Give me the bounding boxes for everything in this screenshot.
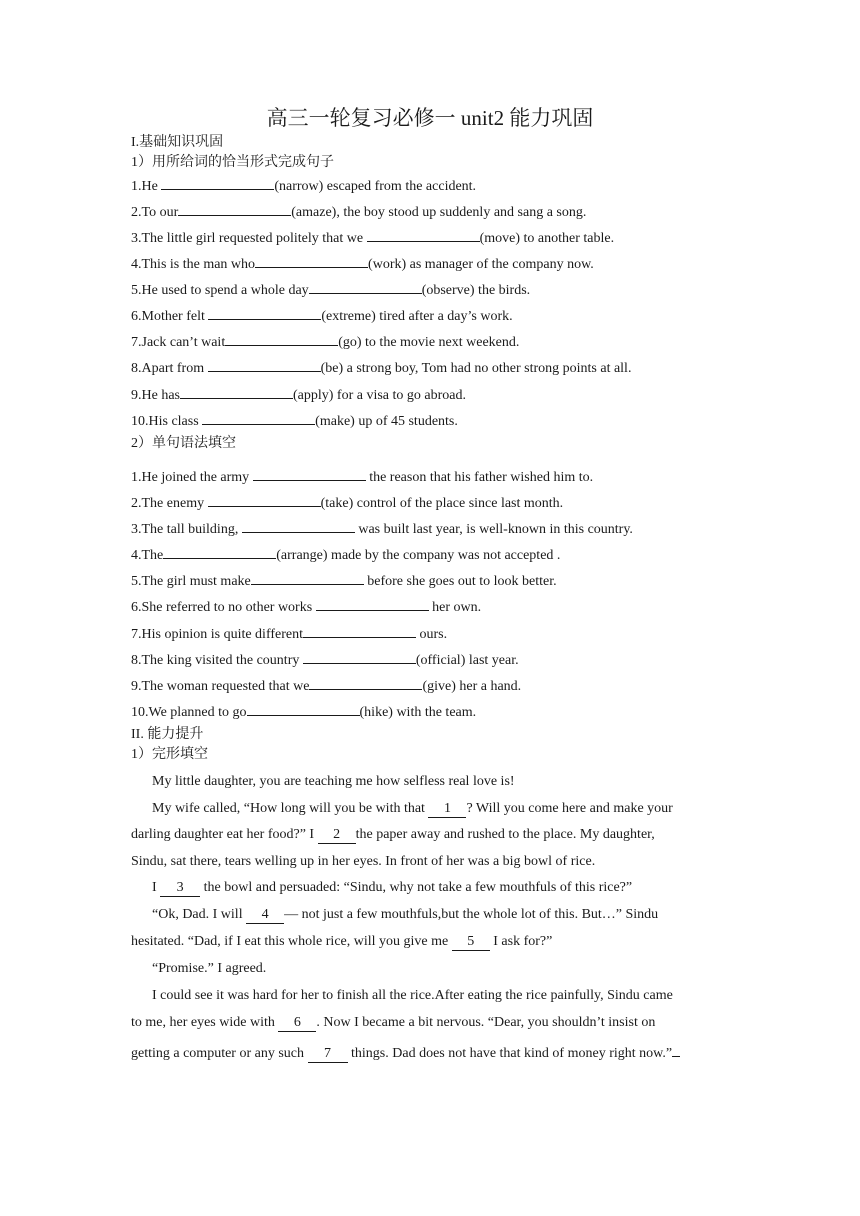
answer-blank[interactable] [180, 383, 293, 399]
exercise-item: 3.The little girl requested politely that we (move) to another table. [131, 226, 614, 248]
section2-heading: II. 能力提升 [131, 727, 204, 742]
answer-blank[interactable] [309, 278, 422, 294]
answer-blank[interactable] [161, 174, 274, 190]
answer-blank[interactable] [309, 674, 422, 690]
exercise-item: 8.The king visited the country (official) last year. [131, 648, 519, 670]
exercise-item: 10.His class (make) up of 45 students. [131, 409, 458, 431]
part2-heading: 2）单句语法填空 [131, 436, 236, 451]
answer-blank[interactable] [242, 517, 355, 533]
answer-blank[interactable] [303, 622, 416, 638]
cloze-blank[interactable]: 6 [278, 1016, 316, 1032]
answer-blank[interactable] [202, 409, 315, 425]
exercise-item: 9.The woman requested that we (give) her a hand. [131, 674, 521, 696]
answer-blank[interactable] [163, 543, 276, 559]
exercise-item: 3.The tall building, was built last year, is well-known in this country. [131, 517, 633, 539]
exercise-item: 8.Apart from (be) a strong boy, Tom had no other strong points at all. [131, 356, 631, 378]
exercise-item: 6.She referred to no other works her own. [131, 595, 481, 617]
passage-line: I 3 the bowl and persuaded: “Sindu, why not take a few mouthfuls of this rice?” [152, 880, 633, 895]
answer-blank[interactable] [208, 304, 321, 320]
passage-line: darling daughter eat her food?” I 2 the paper away and rushed to the place. My daughter, [131, 827, 655, 842]
cloze-blank[interactable]: 4 [246, 908, 284, 924]
exercise-item: 2.To our (amaze), the boy stood up suddenly and sang a song. [131, 200, 586, 222]
exercise-item: 5.He used to spend a whole day (observe) the birds. [131, 278, 530, 300]
exercise-item: 5.The girl must make before she goes out to look better. [131, 569, 557, 591]
passage-line: “Ok, Dad. I will 4 — not just a few mouthfuls,but the whole lot of this. But…” Sindu [152, 907, 659, 922]
exercise-item: 9.He has (apply) for a visa to go abroad. [131, 383, 466, 405]
answer-blank[interactable] [255, 252, 368, 268]
passage-line: My wife called, “How long will you be with that 1 ? Will you come here and make your [152, 801, 673, 816]
cloze-blank[interactable]: 2 [318, 828, 356, 844]
passage-line: I could see it was hard for her to finish all the rice.After eating the rice painfully, Sindu came [152, 988, 673, 1003]
answer-blank[interactable] [253, 465, 366, 481]
exercise-item: 4.This is the man who (work) as manager of the company now. [131, 252, 594, 274]
exercise-item: 1.He joined the army the reason that his father wished him to. [131, 465, 593, 487]
passage-line: getting a computer or any such 7 things. Dad does not have that kind of money right now.” [131, 1041, 680, 1063]
answer-blank[interactable] [225, 330, 338, 346]
exercise-item: 6.Mother felt (extreme) tired after a day’s work. [131, 304, 513, 326]
section1-heading: I.基础知识巩固 [131, 135, 224, 150]
exercise-item: 2.The enemy (take) control of the place since last month. [131, 491, 563, 513]
answer-blank[interactable] [251, 569, 364, 585]
passage-line: “Promise.” I agreed. [152, 961, 267, 976]
exercise-item: 1.He (narrow) escaped from the accident. [131, 174, 476, 196]
passage-line: Sindu, sat there, tears welling up in her eyes. In front of her was a big bowl of rice. [131, 854, 596, 869]
passage-line: My little daughter, you are teaching me how selfless real love is! [152, 774, 515, 789]
exercise-item: 7.His opinion is quite different ours. [131, 622, 447, 644]
answer-blank[interactable] [208, 356, 321, 372]
exercise-item: 10.We planned to go (hike) with the team. [131, 700, 476, 722]
exercise-item: 4.The (arrange) made by the company was not accepted . [131, 543, 560, 565]
page-title: 高三一轮复习必修一 unit2 能力巩固 [266, 106, 594, 130]
cloze-blank[interactable]: 1 [428, 802, 466, 818]
exercise-item: 7.Jack can’t wait (go) to the movie next weekend. [131, 330, 519, 352]
answer-blank[interactable] [208, 491, 321, 507]
answer-blank[interactable] [367, 226, 480, 242]
answer-blank[interactable] [316, 595, 429, 611]
cloze-blank[interactable]: 3 [160, 881, 200, 897]
answer-blank[interactable] [303, 648, 416, 664]
cloze-blank[interactable]: 7 [308, 1047, 348, 1063]
cloze-blank[interactable]: 5 [452, 935, 490, 951]
cloze-heading: 1）完形填空 [131, 747, 208, 762]
passage-line: to me, her eyes wide with 6 . Now I became a bit nervous. “Dear, you shouldn’t insist on [131, 1015, 656, 1030]
answer-blank[interactable] [178, 200, 291, 216]
passage-line: hesitated. “Dad, if I eat this whole rice, will you give me 5 I ask for?” [131, 934, 553, 949]
trailing-blank[interactable] [672, 1041, 680, 1057]
part1-heading: 1）用所给词的恰当形式完成句子 [131, 155, 334, 170]
answer-blank[interactable] [247, 700, 360, 716]
